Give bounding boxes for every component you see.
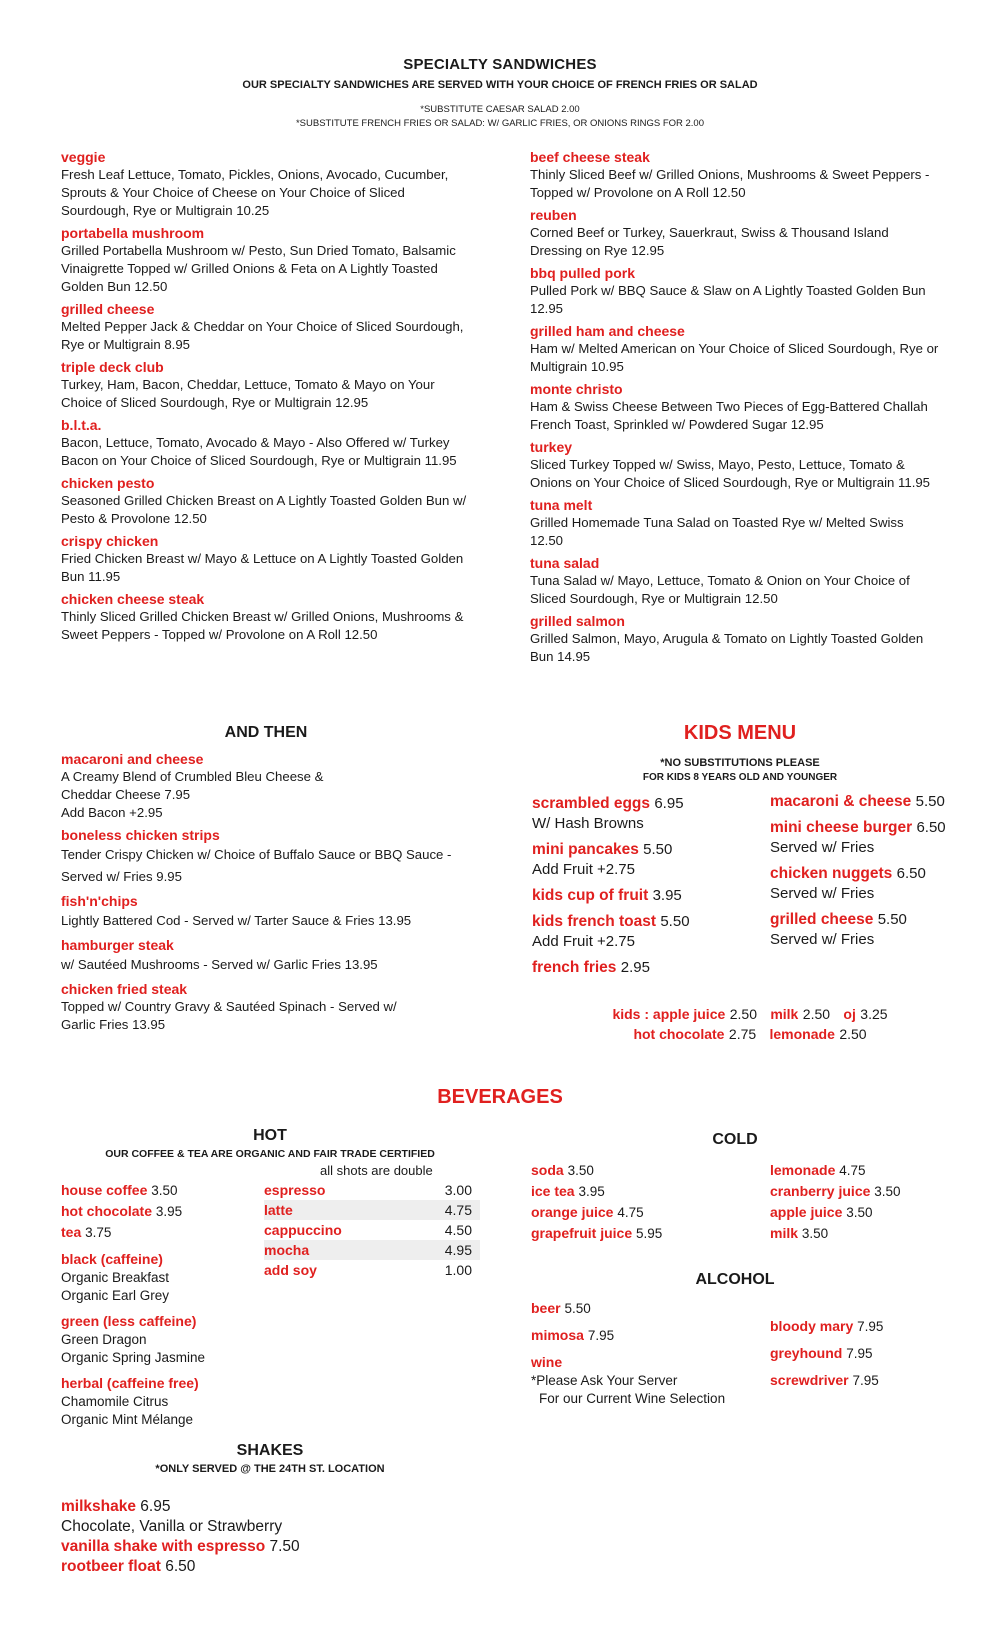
hot-drink-price: 3.95 (155, 1204, 183, 1219)
item-desc: Thinly Sliced Beef w/ Grilled Onions, Mushrooms & Sweet Peppers - Topped w/ Provolone on A Roll 12.50 (530, 167, 930, 200)
item-name: chicken pesto (61, 475, 155, 491)
espresso-price: 4.75 (444, 1202, 472, 1218)
kids-note-no-subs: *NO SUBSTITUTIONS PLEASE (660, 757, 820, 769)
alcohol-price: 7.95 (857, 1319, 884, 1334)
item-desc: Topped w/ Country Gravy & Sautéed Spinach - Served w/ Garlic Fries 13.95 (61, 999, 397, 1032)
kids-item (532, 912, 772, 952)
tea-option: Organic Earl Grey (61, 1288, 170, 1303)
kids-item (532, 840, 772, 880)
cold-drink-name: orange juice (531, 1204, 614, 1220)
kids-item-desc: Add Fruit +2.75 (532, 861, 635, 878)
item-desc: Turkey, Ham, Bacon, Cheddar, Lettuce, Tomato & Mayo on Your Choice of Sliced Sourdough, Rye or Multigrain 12.95 (61, 377, 435, 410)
espresso-price: 4.95 (444, 1242, 472, 1258)
cold-title: COLD (712, 1131, 758, 1148)
kids-drink-name: kids : apple juice (612, 1006, 726, 1022)
beverages-title: BEVERAGES (437, 1086, 563, 1108)
tea-option: Chamomile Citrus (61, 1394, 169, 1409)
tea-option: Organic Mint Mélange (61, 1412, 194, 1427)
alcohol-price: 7.95 (846, 1346, 873, 1361)
item-name: bbq pulled pork (530, 265, 635, 281)
hot-title: HOT (253, 1127, 287, 1144)
cold-drink-price: 4.75 (617, 1205, 644, 1220)
kids-item-desc: Served w/ Fries (770, 839, 875, 856)
item-desc: A Creamy Blend of Crumbled Bleu Cheese & Cheddar Cheese 7.95 (61, 769, 324, 802)
kids-note-age: FOR KIDS 8 YEARS OLD AND YOUNGER (642, 772, 838, 783)
menu-item (61, 224, 471, 296)
tea-category: black (caffeine) (61, 1251, 163, 1267)
kids-item-price: 2.95 (620, 959, 650, 976)
cold-drink-name: cranberry juice (770, 1183, 871, 1199)
item-extra: Add Bacon +2.95 (61, 805, 163, 820)
menu-item (61, 980, 481, 1034)
espresso-name: latte (264, 1202, 293, 1218)
tea-category: herbal (caffeine free) (61, 1375, 199, 1391)
menu-item (61, 474, 471, 528)
shake-name: vanilla shake with espresso (61, 1538, 266, 1555)
menu-item (530, 148, 940, 202)
kids-item (532, 958, 772, 978)
item-name: tuna salad (530, 555, 600, 571)
menu-item (61, 936, 481, 976)
alcohol-name: bloody mary (770, 1318, 854, 1334)
espresso-price: 3.00 (444, 1182, 472, 1198)
tea-category: green (less caffeine) (61, 1313, 197, 1329)
item-name: chicken cheese steak (61, 591, 205, 607)
cold-right-column (770, 1160, 980, 1244)
menu-item (61, 300, 471, 354)
espresso-name: cappuccino (264, 1222, 342, 1238)
item-desc: Corned Beef or Turkey, Sauerkraut, Swiss & Thousand Island Dressing on Rye 12.95 (530, 225, 889, 258)
item-name: hamburger steak (61, 937, 174, 953)
item-desc: Grilled Salmon, Mayo, Arugula & Tomato on Lightly Toasted Golden Bun 14.95 (530, 631, 924, 664)
item-name: portabella mushroom (61, 225, 205, 241)
kids-drink-name: lemonade (769, 1026, 835, 1042)
kids-drink-price: 3.25 (860, 1006, 888, 1022)
item-desc: Thinly Sliced Grilled Chicken Breast w/ Grilled Onions, Mushrooms & Sweet Peppers - Topped w/ Provolone on A Roll 12.50 (61, 609, 464, 642)
espresso-price: 1.00 (444, 1262, 472, 1278)
kids-item (532, 794, 772, 834)
kids-item-name: french fries (532, 959, 617, 976)
kids-drink-name: oj (843, 1006, 856, 1022)
item-desc: Bacon, Lettuce, Tomato, Avocado & Mayo - Also Offered w/ Turkey Bacon on Your Choice of Sliced Sourdough, Rye or Multigrain 11.95 (61, 435, 457, 468)
specialty-subtitle: OUR SPECIALTY SANDWICHES ARE SERVED WITH YOUR CHOICE OF FRENCH FRIES OR SALAD (242, 79, 758, 91)
kids-drink-name: hot chocolate (633, 1026, 725, 1042)
menu-item (530, 380, 940, 434)
shake-price: 6.50 (165, 1558, 196, 1575)
specialty-note-caesar: *SUBSTITUTE CAESAR SALAD 2.00 (420, 104, 580, 115)
item-name: macaroni and cheese (61, 751, 204, 767)
kids-item-desc: W/ Hash Browns (532, 815, 644, 832)
menu-item (61, 892, 481, 932)
item-name: veggie (61, 149, 106, 165)
cold-drink-price: 3.50 (874, 1184, 901, 1199)
alcohol-name: greyhound (770, 1345, 843, 1361)
item-name: grilled cheese (61, 301, 155, 317)
kids-item-name: kids cup of fruit (532, 887, 649, 904)
shake-name: rootbeer float (61, 1558, 161, 1575)
alcohol-name: wine (531, 1354, 563, 1370)
menu-item (61, 590, 471, 644)
shake-price: 6.95 (140, 1498, 171, 1515)
item-desc: Grilled Homemade Tuna Salad on Toasted Rye w/ Melted Swiss 12.50 (530, 515, 904, 548)
espresso-row (264, 1180, 480, 1200)
kids-item-price: 5.50 (660, 913, 690, 930)
shakes-subtitle: *ONLY SERVED @ THE 24TH ST. LOCATION (155, 1463, 385, 1475)
kids-item (770, 864, 970, 904)
alcohol-name: screwdriver (770, 1372, 849, 1388)
cold-left-column (531, 1160, 751, 1244)
kids-item-price: 5.50 (915, 793, 945, 810)
tea-option: Green Dragon (61, 1332, 147, 1347)
item-name: triple deck club (61, 359, 164, 375)
kids-drink-name: milk (770, 1006, 799, 1022)
item-desc: Seasoned Grilled Chicken Breast on A Lightly Toasted Golden Bun w/ Pesto & Provolone 12.50 (61, 493, 467, 526)
alcohol-name: beer (531, 1300, 561, 1316)
wine-note: *Please Ask Your Server (531, 1373, 678, 1388)
kids-drink-price: 2.75 (728, 1026, 757, 1042)
kids-item-desc: Served w/ Fries (770, 885, 875, 902)
item-name: monte christo (530, 381, 623, 397)
item-desc: Fried Chicken Breast w/ Mayo & Lettuce on A Lightly Toasted Golden Bun 11.95 (61, 551, 464, 584)
kids-menu-title: KIDS MENU (683, 722, 797, 744)
shake-price: 7.50 (269, 1538, 300, 1555)
espresso-row (264, 1220, 480, 1240)
kids-item-name: chicken nuggets (770, 865, 893, 882)
cold-drink-name: milk (770, 1225, 799, 1241)
wine-note: For our Current Wine Selection (539, 1391, 726, 1406)
hot-drink-name: tea (61, 1224, 82, 1240)
menu-item (61, 358, 471, 412)
kids-item-price: 6.95 (654, 795, 684, 812)
shakes-title: SHAKES (236, 1442, 304, 1459)
kids-drink-price: 2.50 (729, 1006, 757, 1022)
and-then-column (61, 750, 481, 1038)
item-name: boneless chicken strips (61, 827, 220, 843)
hot-subtitle: OUR COFFEE & TEA ARE ORGANIC AND FAIR TRADE CERTIFIED (105, 1148, 435, 1160)
espresso-name: mocha (264, 1242, 310, 1258)
cold-drink-name: grapefruit juice (531, 1225, 633, 1241)
kids-item-name: scrambled eggs (532, 795, 651, 812)
specialty-note-fries: *SUBSTITUTE FRENCH FRIES OR SALAD: W/ GARLIC FRIES, OR ONIONS RINGS FOR 2.00 (295, 118, 705, 129)
cold-drink-price: 3.95 (578, 1184, 605, 1199)
item-name: fish'n'chips (61, 893, 138, 909)
cold-drink-price: 3.50 (801, 1226, 829, 1241)
item-desc: Pulled Pork w/ BBQ Sauce & Slaw on A Lightly Toasted Golden Bun 12.95 (530, 283, 926, 316)
kids-item (770, 818, 970, 858)
kids-drinks-line-2 (520, 1024, 980, 1044)
item-name: reuben (530, 207, 577, 223)
cold-drink-price: 5.95 (636, 1226, 663, 1241)
alcohol-price: 5.50 (564, 1301, 591, 1316)
kids-drinks-line-1 (520, 1004, 980, 1024)
cold-drink-price: 3.50 (567, 1163, 594, 1178)
kids-item-price: 5.50 (643, 841, 673, 858)
item-desc: Sliced Turkey Topped w/ Swiss, Mayo, Pesto, Lettuce, Tomato & Onions on Your Choice of Sliced Sourdough, Rye or Multigrain 11.95 (530, 457, 931, 490)
menu-item (61, 148, 471, 220)
item-name: turkey (530, 439, 573, 455)
item-name: grilled salmon (530, 613, 625, 629)
shake-desc: Chocolate, Vanilla or Strawberry (61, 1518, 283, 1535)
cold-drink-price: 3.50 (846, 1205, 873, 1220)
specialty-title: SPECIALTY SANDWICHES (403, 56, 597, 73)
cold-drink-name: apple juice (770, 1204, 843, 1220)
item-desc: Melted Pepper Jack & Cheddar on Your Choice of Sliced Sourdough, Rye or Multigrain 8.95 (61, 319, 464, 352)
item-desc: w/ Sautéed Mushrooms - Served w/ Garlic Fries 13.95 (61, 957, 378, 972)
shake-name: milkshake (61, 1498, 136, 1515)
menu-item (61, 826, 481, 888)
alcohol-left-column (531, 1298, 771, 1408)
item-name: grilled ham and cheese (530, 323, 685, 339)
cold-drink-name: ice tea (531, 1183, 575, 1199)
item-desc: Ham w/ Melted American on Your Choice of Sliced Sourdough, Rye or Multigrain 10.95 (530, 341, 939, 374)
hot-drinks-column (61, 1180, 261, 1429)
item-name: tuna melt (530, 497, 593, 513)
kids-item-name: grilled cheese (770, 911, 874, 928)
menu-item (530, 612, 940, 666)
alcohol-name: mimosa (531, 1327, 584, 1343)
kids-item-name: mini pancakes (532, 841, 639, 858)
espresso-row (264, 1240, 480, 1260)
kids-item (770, 792, 970, 812)
kids-item-price: 6.50 (916, 819, 946, 836)
espresso-row (264, 1260, 480, 1280)
hot-drink-price: 3.50 (151, 1183, 178, 1198)
menu-item (530, 496, 940, 550)
espresso-table (264, 1180, 480, 1280)
espresso-name: add soy (264, 1262, 317, 1278)
kids-drink-price: 2.50 (802, 1006, 831, 1022)
kids-left-column (532, 794, 772, 984)
cold-drink-name: lemonade (770, 1162, 836, 1178)
menu-item (530, 206, 940, 260)
espresso-row (264, 1200, 480, 1220)
alcohol-right-column (770, 1316, 980, 1391)
shots-note: all shots are double (320, 1163, 433, 1178)
kids-item-name: mini cheese burger (770, 819, 913, 836)
espresso-price: 4.50 (444, 1222, 472, 1238)
alcohol-price: 7.95 (852, 1373, 879, 1388)
shakes-column (61, 1497, 461, 1577)
tea-option: Organic Breakfast (61, 1270, 170, 1285)
item-desc: Fresh Leaf Lettuce, Tomato, Pickles, Onions, Avocado, Cucumber, Sprouts & Your Choice of Cheese on Your Choice of Sliced Sourdough, Rye or Multigrain 10.25 (61, 167, 449, 218)
hot-drink-price: 3.75 (85, 1225, 112, 1240)
alcohol-price: 7.95 (587, 1328, 615, 1343)
item-name: beef cheese steak (530, 149, 650, 165)
espresso-name: espresso (264, 1182, 326, 1198)
item-desc: Ham & Swiss Cheese Between Two Pieces of Egg-Battered Challah French Toast, Sprinkled w/ Powdered Sugar 12.95 (530, 399, 928, 432)
menu-item (530, 322, 940, 376)
kids-right-column (770, 792, 970, 956)
sandwiches-right-column (530, 148, 940, 670)
menu-item (61, 532, 471, 586)
tea-option: Organic Spring Jasmine (61, 1350, 206, 1365)
alcohol-title: ALCOHOL (695, 1271, 775, 1288)
kids-item-price: 5.50 (877, 911, 907, 928)
kids-item-desc: Add Fruit +2.75 (532, 933, 635, 950)
item-desc: Lightly Battered Cod - Served w/ Tarter Sauce & Fries 13.95 (61, 913, 412, 928)
kids-item-price: 6.50 (896, 865, 926, 882)
sandwiches-left-column (61, 148, 471, 648)
kids-item (532, 886, 772, 906)
item-desc: Grilled Portabella Mushroom w/ Pesto, Sun Dried Tomato, Balsamic Vinaigrette Topped w/ Grilled Onions & Feta on A Lightly Toasted Golden Bun 12.50 (61, 243, 456, 294)
cold-drink-price: 4.75 (839, 1163, 866, 1178)
item-name: b.l.t.a. (61, 417, 102, 433)
item-desc: Tender Crispy Chicken w/ Choice of Buffalo Sauce or BBQ Sauce - Served w/ Fries 9.95 (61, 847, 452, 884)
kids-item-name: macaroni & cheese (770, 793, 912, 810)
hot-drink-name: hot chocolate (61, 1203, 153, 1219)
menu-item (530, 264, 940, 318)
kids-drink-price: 2.50 (839, 1026, 867, 1042)
item-desc: Tuna Salad w/ Mayo, Lettuce, Tomato & Onion on Your Choice of Sliced Sourdough, Rye or Multigrain 12.50 (530, 573, 910, 606)
menu-item (61, 416, 471, 470)
item-name: chicken fried steak (61, 981, 188, 997)
kids-item-price: 3.95 (652, 887, 682, 904)
hot-drink-name: house coffee (61, 1182, 148, 1198)
menu-item (61, 750, 481, 822)
and-then-title: AND THEN (224, 724, 308, 741)
cold-drink-name: soda (531, 1162, 564, 1178)
kids-item-desc: Served w/ Fries (770, 931, 875, 948)
menu-item (530, 554, 940, 608)
menu-item (530, 438, 940, 492)
kids-item-name: kids french toast (532, 913, 657, 930)
kids-item (770, 910, 970, 950)
item-name: crispy chicken (61, 533, 159, 549)
